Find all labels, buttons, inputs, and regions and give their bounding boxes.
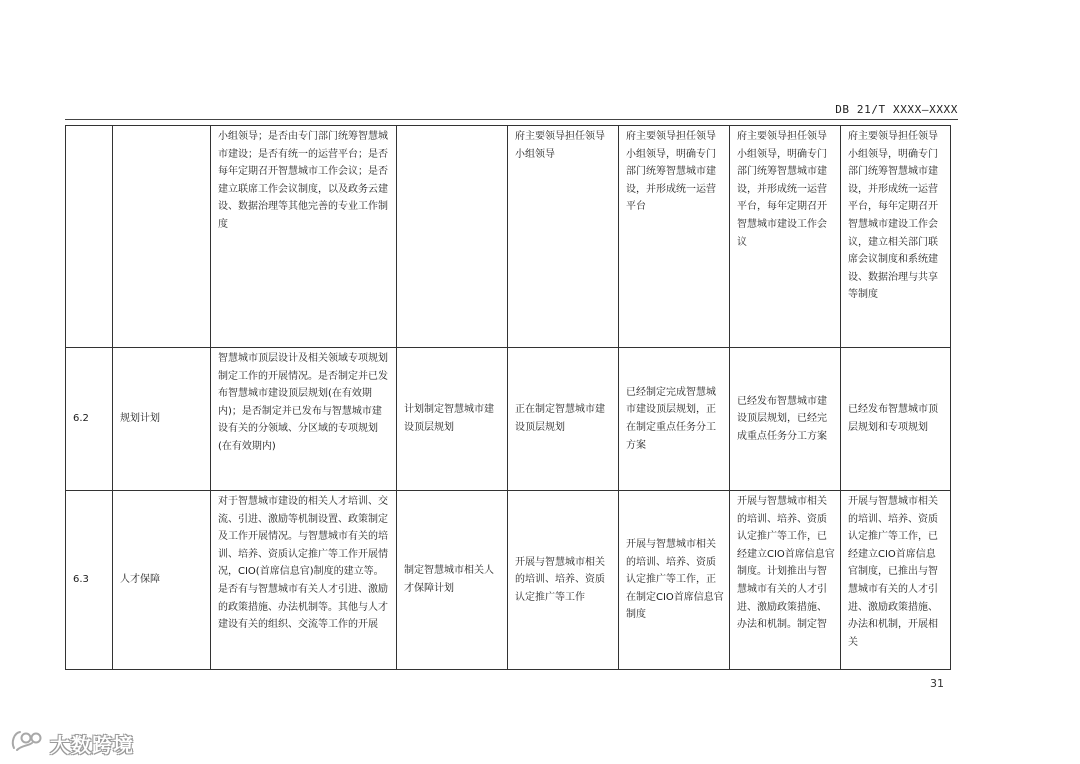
level-1-cell: 制定智慧城市相关人才保障计划 xyxy=(397,491,508,670)
header-rule xyxy=(65,119,958,120)
row-description xyxy=(211,491,397,670)
row-description: 小组领导；是否由专门部门统筹智慧城市建设；是否有统一的运营平台；是否每年定期召开智慧城市工作会议；是否建立联席工作会议制度，以及政务云建设、数据治理等其他完善的专业工作制度 xyxy=(211,126,397,348)
page-number: 31 xyxy=(930,677,944,690)
row-item xyxy=(113,126,211,348)
row-number: 6.2 xyxy=(66,348,113,491)
level-4-cell xyxy=(730,491,841,670)
document-code: DB 21/T XXXX—XXXX xyxy=(835,103,958,116)
table-row xyxy=(66,126,951,348)
level-5-text: 开展与智慧城市相关的培训、培养、资质认定推广等工作，已经建立CIO首席信息官制度，已推出与智慧城市有关的人才引进、激励政策措施、办法和机制，开展相关 xyxy=(848,496,938,648)
level-1-cell xyxy=(397,126,508,348)
row-item: 人才保障 xyxy=(113,491,211,670)
table-row xyxy=(66,491,951,670)
level-2-cell: 开展与智慧城市相关的培训、培养、资质认定推广等工作 xyxy=(508,491,619,670)
table-row xyxy=(66,348,951,491)
level-5-cell: 府主要领导担任领导小组领导，明确专门部门统筹智慧城市建设，并形成统一运营平台，每年定期召开智慧城市建设工作会议，建立相关部门联席会议制度和系统建设、数据治理与共享等制度 xyxy=(841,126,951,348)
level-3-cell: 已经制定完成智慧城市建设顶层规划，正在制定重点任务分工方案 xyxy=(619,348,730,491)
level-3-cell: 府主要领导担任领导小组领导，明确专门部门统筹智慧城市建设，并形成统一运营平台 xyxy=(619,126,730,348)
row-item: 规划计划 xyxy=(113,348,211,491)
row-number: 6.3 xyxy=(66,491,113,670)
watermark xyxy=(8,728,134,758)
level-3-cell: 开展与智慧城市相关的培训、培养、资质认定推广等工作，正在制定CIO首席信息官制度 xyxy=(619,491,730,670)
level-1-cell: 计划制定智慧城市建设顶层规划 xyxy=(397,348,508,491)
level-4-cell: 府主要领导担任领导小组领导，明确专门部门统筹智慧城市建设，并形成统一运营平台，每年定期召开智慧城市建设工作会议 xyxy=(730,126,841,348)
row-description-text: 对于智慧城市建设的相关人才培训、交流、引进、激励等机制设置、政策制定及工作开展情况。与智慧城市有关的培训、培养、资质认定推广等工作开展情况，CIO(首席信息官)制度的建立等。是否有与智慧城市有关人才引进、激励的政策措施、办法机制等。其他与人才建设有关的组织、交流等工作的开展 xyxy=(218,496,388,631)
row-number xyxy=(66,126,113,348)
brand-logo-icon xyxy=(8,728,48,758)
level-4-text: 开展与智慧城市相关的培训、培养、资质认定推广等工作，已经建立CIO首席信息官制度。计划推出与智慧城市有关的人才引进、激励政策措施、办法和机制。制定智 xyxy=(737,496,835,631)
level-4-cell: 已经发布智慧城市建设顶层规划，已经完成重点任务分工方案 xyxy=(730,348,841,491)
evaluation-table xyxy=(65,125,951,670)
level-5-cell xyxy=(841,491,951,670)
level-2-cell: 府主要领导担任领导小组领导 xyxy=(508,126,619,348)
watermark-text: 大数跨境 xyxy=(50,732,134,757)
level-5-cell: 已经发布智慧城市顶层规划和专项规划 xyxy=(841,348,951,491)
level-2-cell: 正在制定智慧城市建设顶层规划 xyxy=(508,348,619,491)
row-description: 智慧城市顶层设计及相关领域专项规划制定工作的开展情况。是否制定并已发布智慧城市建设顶层规划(在有效期内)；是否制定并已发布与智慧城市建设有关的分领域、分区域的专项规划(在有效期内) xyxy=(211,348,397,491)
